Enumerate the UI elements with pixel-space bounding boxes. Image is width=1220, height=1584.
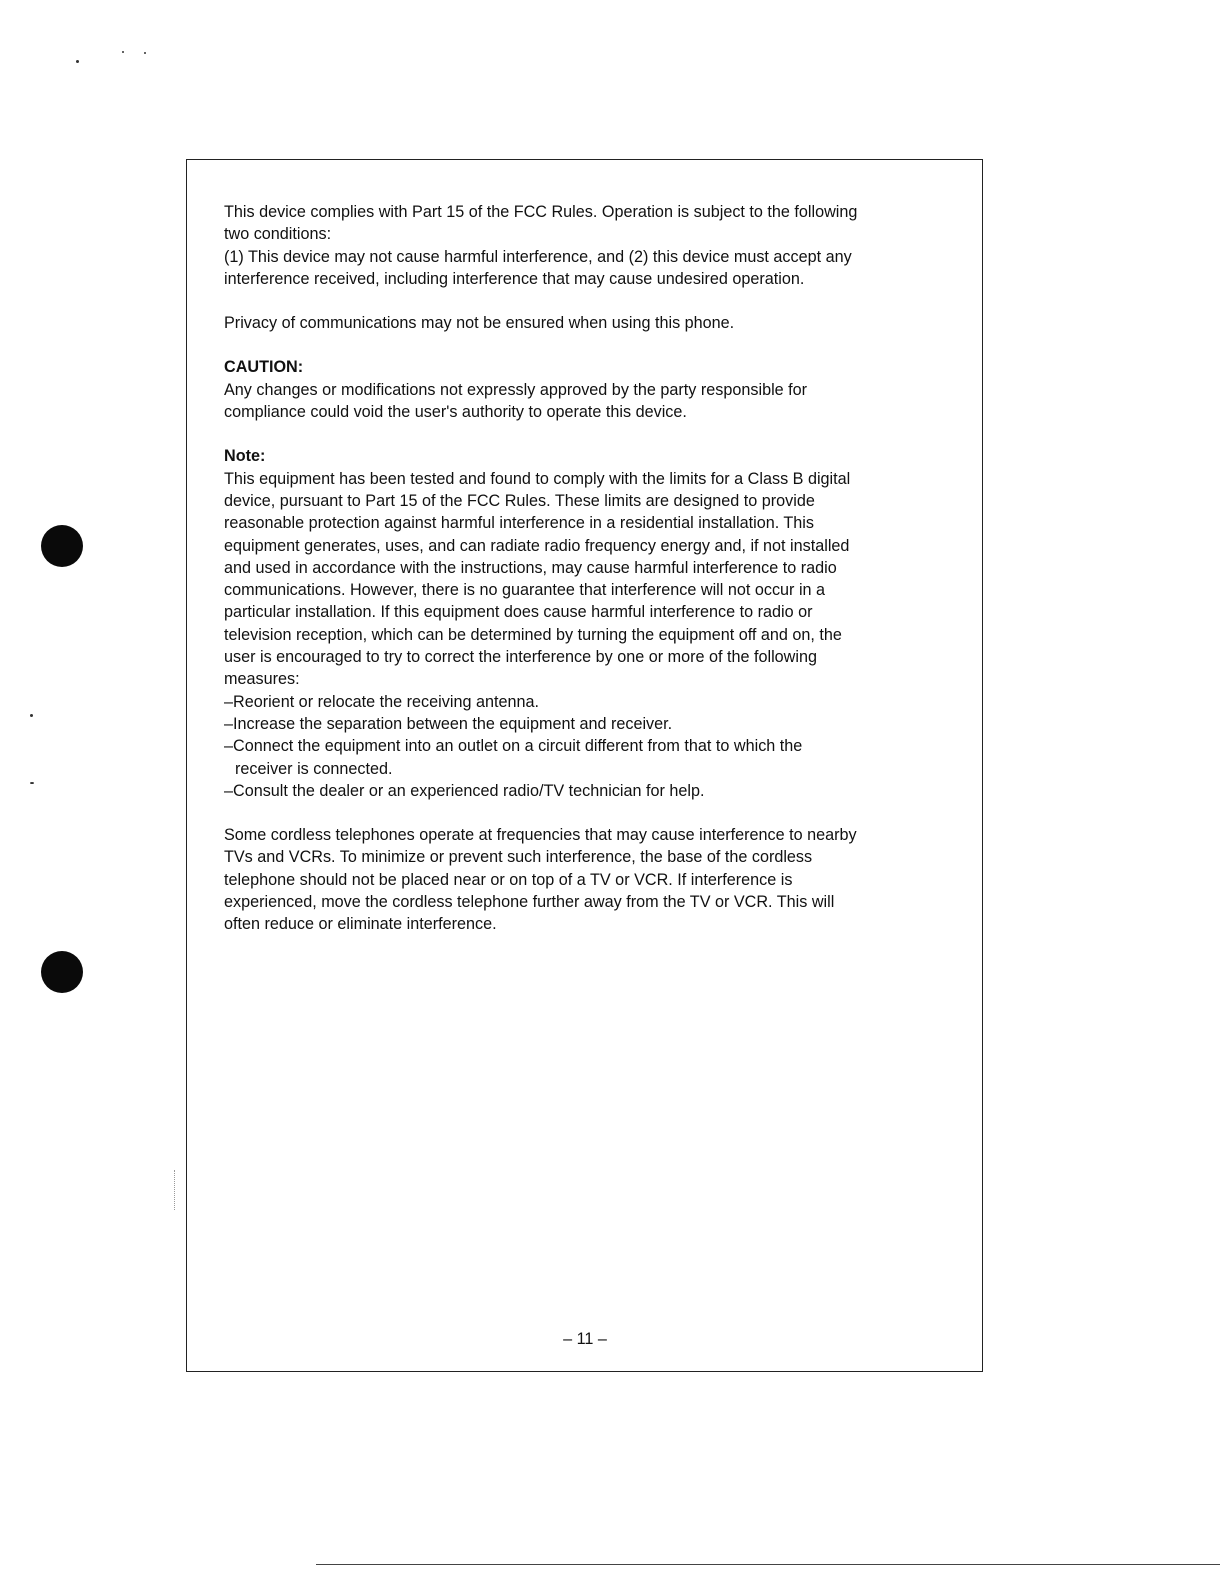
scan-bottom-line [316, 1564, 1220, 1565]
punch-hole-bottom [41, 951, 83, 993]
intro-line-1: This device complies with Part 15 of the FCC Rules. Operation is subject to the following [224, 203, 858, 221]
measure-item: –Increase the separation between the equipment and receiver. [224, 714, 673, 733]
note-line: This equipment has been tested and found to comply with the limits for a Class B digital [224, 469, 851, 488]
note-section [224, 445, 944, 802]
note-line: communications. However, there is no guarantee that interference will not occur in a [224, 581, 826, 600]
privacy-notice: Privacy of communications may not be ensured when using this phone. [224, 314, 735, 333]
note-line: and used in accordance with the instructions, may cause harmful interference to radio [224, 558, 837, 577]
measure-item: –Consult the dealer or an experienced radio/TV technician for help. [224, 781, 705, 800]
cordless-line: experienced, move the cordless telephone further away from the TV or VCR. This will [224, 893, 835, 912]
document-body [224, 201, 944, 936]
scan-speck [122, 51, 124, 53]
measure-item-continuation: receiver is connected. [235, 759, 393, 778]
note-heading: Note: [224, 447, 266, 466]
note-line: equipment generates, uses, and can radiate radio frequency energy and, if not installed [224, 536, 850, 555]
cordless-line: Some cordless telephones operate at frequencies that may cause interference to nearby [224, 826, 857, 845]
scan-speck [30, 782, 34, 784]
caution-section [224, 356, 944, 423]
scan-speck [76, 60, 79, 63]
note-line: measures: [224, 670, 300, 689]
punch-hole-top [41, 525, 83, 567]
page-number: – 11 – [563, 1330, 607, 1348]
intro-line-2: two conditions: [224, 225, 332, 244]
note-line: reasonable protection against harmful interference in a residential installation. This [224, 514, 814, 533]
caution-line-1: Any changes or modifications not expressly approved by the party responsible for [224, 380, 808, 399]
intro-line-3: (1) This device may not cause harmful interference, and (2) this device must accept any [224, 247, 852, 266]
cordless-line: telephone should not be placed near or on top of a TV or VCR. If interference is [224, 870, 793, 889]
caution-heading: CAUTION: [224, 358, 304, 377]
note-line: television reception, which can be determined by turning the equipment off and on, the [224, 625, 842, 644]
note-line: user is encouraged to try to correct the interference by one or more of the following [224, 648, 817, 667]
note-line: device, pursuant to Part 15 of the FCC Rules. These limits are designed to provide [224, 491, 815, 510]
scan-speck [144, 52, 146, 54]
measure-item: –Connect the equipment into an outlet on a circuit different from that to which the [224, 737, 803, 756]
intro-line-4: interference received, including interference that may cause undesired operation. [224, 269, 805, 288]
measure-item: –Reorient or relocate the receiving antenna. [224, 692, 539, 711]
note-line: particular installation. If this equipment does cause harmful interference to radio or [224, 603, 813, 622]
cordless-interference-section [224, 824, 944, 935]
cordless-line: often reduce or eliminate interference. [224, 915, 497, 934]
scan-speck [30, 714, 33, 717]
caution-line-2: compliance could void the user's authority to operate this device. [224, 403, 687, 422]
scan-dotted-mark [174, 1170, 176, 1210]
cordless-line: TVs and VCRs. To minimize or prevent such interference, the base of the cordless [224, 848, 813, 867]
fcc-compliance-section [224, 201, 944, 290]
